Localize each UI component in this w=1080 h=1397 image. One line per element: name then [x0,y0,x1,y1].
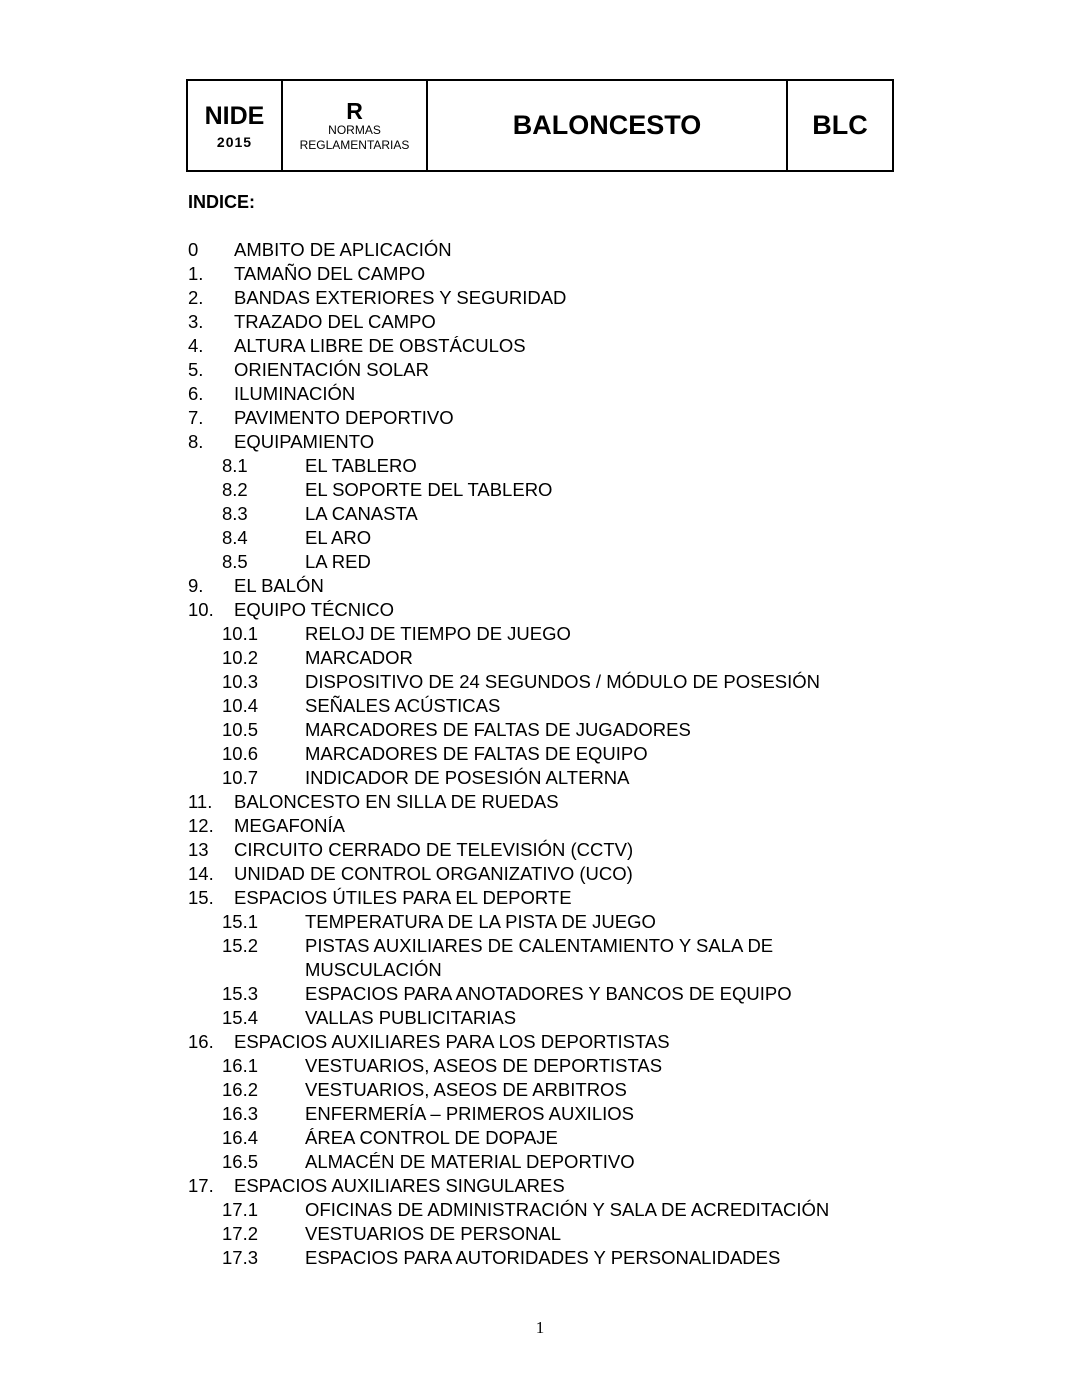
norm-type-line1: NORMAS [328,122,381,137]
toc-entry-number: 15.2 [222,935,259,956]
toc-entry-title: VALLAS PUBLICITARIAS [305,1007,517,1028]
toc-entry-number: 8.5 [222,551,248,572]
document-header-table [186,79,894,172]
toc-entry-number: 16.3 [222,1103,259,1124]
toc-entry-title: CIRCUITO CERRADO DE TELEVISIÓN (CCTV) [234,839,634,860]
toc-entry-number: 10. [188,599,214,620]
toc-entry-title: ALTURA LIBRE DE OBSTÁCULOS [234,335,526,356]
toc-entry-title: UNIDAD DE CONTROL ORGANIZATIVO (UCO) [234,863,633,884]
toc-entry-number: 16.1 [222,1055,259,1076]
toc-entry-number: 16.4 [222,1127,259,1148]
toc-entry-number: 17. [188,1175,214,1196]
toc-entry-title: PISTAS AUXILIARES DE CALENTAMIENTO Y SALA DE [305,935,774,956]
toc-entry-title: EL ARO [305,527,372,548]
toc-entry-number: 10.1 [222,623,259,644]
toc-entry-title: AMBITO DE APLICACIÓN [234,239,452,260]
toc-entry-number: 9. [188,575,204,596]
toc-entry-number: 10.6 [222,743,259,764]
toc-entry-title: SEÑALES ACÚSTICAS [305,695,501,716]
toc-entry-title: ESPACIOS PARA AUTORIDADES Y PERSONALIDADES [305,1247,781,1268]
index-heading: INDICE: [188,192,255,212]
toc-entry-number: 15.4 [222,1007,259,1028]
norm-type-cell [283,81,428,170]
toc-entry-title: ESPACIOS PARA ANOTADORES Y BANCOS DE EQUIPO [305,983,792,1004]
toc-entry-number: 15.3 [222,983,259,1004]
toc-entry-number: 14. [188,863,214,884]
toc-entry-title: VESTUARIOS DE PERSONAL [305,1223,561,1244]
toc-entry-title: BANDAS EXTERIORES Y SEGURIDAD [234,287,567,308]
toc-entry-number: 17.2 [222,1223,259,1244]
toc-entry-title: LA RED [305,551,371,572]
norm-type-line2: REGLAMENTARIAS [299,137,410,152]
toc-entry-title: EL BALÓN [234,575,324,596]
nide-label: NIDE [204,101,265,130]
toc-entry-title: MARCADORES DE FALTAS DE EQUIPO [305,743,648,764]
toc-entry-number: 12. [188,815,214,836]
toc-entry-title: RELOJ DE TIEMPO DE JUEGO [305,623,571,644]
toc-entry-title: MUSCULACIÓN [305,959,442,980]
toc-entry-number: 10.2 [222,647,259,668]
toc-entry-title: MEGAFONÍA [234,815,346,836]
toc-entry-title: BALONCESTO EN SILLA DE RUEDAS [234,791,559,812]
toc-entry-number: 15.1 [222,911,259,932]
toc-entry-number: 8.1 [222,455,248,476]
toc-entry-number: 3. [188,311,204,332]
toc-entry-number: 4. [188,335,204,356]
toc-entry-title: EQUIPO TÉCNICO [234,599,395,620]
toc-entry-number: 16.2 [222,1079,259,1100]
toc-entry-number: 5. [188,359,204,380]
toc-entry-number: 8. [188,431,204,452]
toc-entry-title: ESPACIOS AUXILIARES SINGULARES [234,1175,565,1196]
toc-entry-number: 8.3 [222,503,248,524]
toc-entry-number: 16. [188,1031,214,1052]
toc-entry-title: TEMPERATURA DE LA PISTA DE JUEGO [305,911,656,932]
sport-code: BLC [812,110,868,140]
sport-title: BALONCESTO [428,81,788,170]
toc-entry-title: OFICINAS DE ADMINISTRACIÓN Y SALA DE ACREDITACIÓN [305,1199,830,1220]
toc-entry-number: 10.5 [222,719,259,740]
toc-entry-title: EQUIPAMIENTO [234,431,375,452]
toc-entry-title: MARCADORES DE FALTAS DE JUGADORES [305,719,691,740]
page-number: 1 [535,1318,545,1337]
toc-entry-title: ESPACIOS AUXILIARES PARA LOS DEPORTISTAS [234,1031,670,1052]
toc-entry-number: 15. [188,887,214,908]
toc-entry-number: 6. [188,383,204,404]
toc-entry-title: EL SOPORTE DEL TABLERO [305,479,553,500]
toc-entry-title: LA CANASTA [305,503,418,524]
toc-entry-title: VESTUARIOS, ASEOS DE DEPORTISTAS [305,1055,663,1076]
toc-entry-title: INDICADOR DE POSESIÓN ALTERNA [305,767,630,788]
toc-entry-number: 8.4 [222,527,248,548]
toc-entry-number: 13 [188,839,209,860]
toc-entry-number: 0 [188,239,199,260]
nide-year: 2015 [216,133,253,150]
toc-entry-title: TAMAÑO DEL CAMPO [234,263,426,284]
toc-entry-number: 17.1 [222,1199,259,1220]
toc-entry-title: ILUMINACIÓN [234,383,356,404]
toc-entry-title: PAVIMENTO DEPORTIVO [234,407,454,428]
norm-type-letter: R [346,97,363,124]
toc-entry-number: 10.7 [222,767,259,788]
toc-entry-title: ALMACÉN DE MATERIAL DEPORTIVO [305,1151,635,1172]
toc-entry-title: TRAZADO DEL CAMPO [234,311,436,332]
toc-entry-number: 16.5 [222,1151,259,1172]
toc-entry-title: ESPACIOS ÚTILES PARA EL DEPORTE [234,887,572,908]
toc-entry-title: ÁREA CONTROL DE DOPAJE [305,1127,558,1148]
toc-entry-number: 10.4 [222,695,259,716]
toc-entry-number: 10.3 [222,671,259,692]
nide-cell [188,81,283,170]
toc-entry-number: 11. [188,791,213,812]
toc-entry-number: 1. [188,263,204,284]
toc-entry-title: VESTUARIOS, ASEOS DE ARBITROS [305,1079,627,1100]
toc-entry-title: ENFERMERÍA – PRIMEROS AUXILIOS [305,1103,634,1124]
toc-entry-number: 2. [188,287,204,308]
toc-entry-title: ORIENTACIÓN SOLAR [234,359,429,380]
toc-entry-title: DISPOSITIVO DE 24 SEGUNDOS / MÓDULO DE POSESIÓN [305,671,821,692]
toc-entry-number: 7. [188,407,204,428]
toc-entry-number: 8.2 [222,479,248,500]
toc-entry-number: 17.3 [222,1247,259,1268]
toc-entry-title: MARCADOR [305,647,413,668]
toc-entry-title: EL TABLERO [305,455,417,476]
